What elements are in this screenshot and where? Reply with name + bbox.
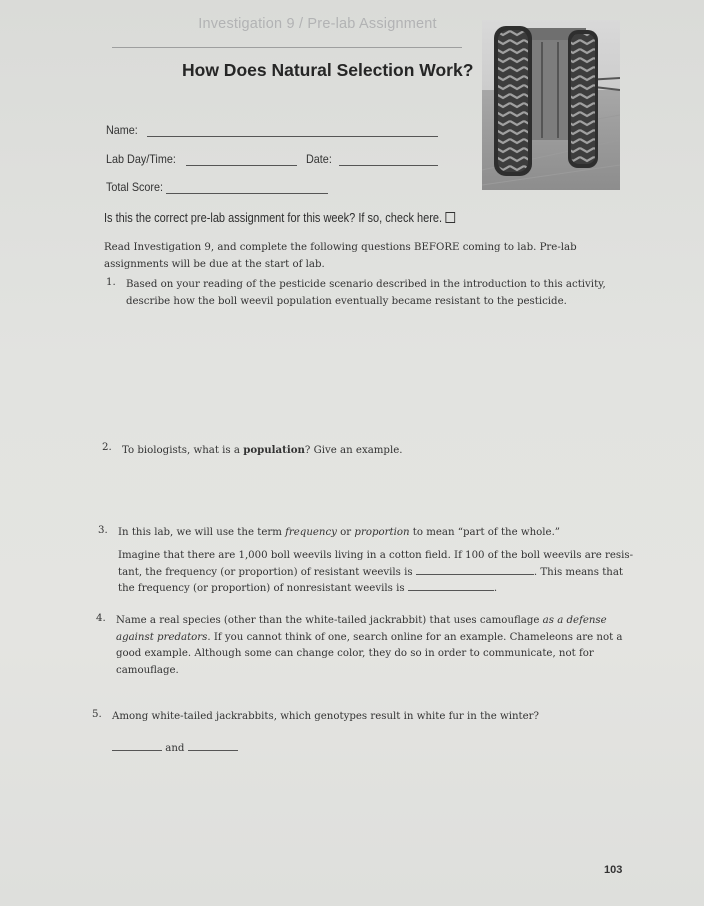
question-1-text: Based on your reading of the pesticide scenario described in the introduction to this activity, describe how the boll weevil population eventually became resistant to the pesticide. (126, 279, 606, 307)
question-4-number: 4. (96, 613, 106, 624)
prelab-check-question (104, 211, 455, 225)
page-number: 103 (604, 864, 623, 876)
investigation-header: Investigation 9 / Pre-lab Assignment (198, 16, 437, 32)
question-4-emphasis: as a defense against predators (116, 615, 607, 643)
genotype-answer-row (112, 741, 238, 758)
question-3-line-1-pre: In this lab, we will use the term (118, 527, 286, 538)
lab-day-time-field[interactable] (186, 165, 297, 166)
lab-day-time-label: Lab Day/Time: (106, 152, 176, 166)
question-4-text-start: Name a real species (other than the white-tailed jackrabbit) that uses camouflage (116, 615, 543, 626)
question-3-number: 3. (98, 525, 108, 536)
question-2-post: ? Give an example. (304, 445, 403, 456)
question-4-text (116, 613, 624, 679)
name-field[interactable] (147, 136, 438, 137)
nonresistant-frequency-blank[interactable] (408, 581, 494, 591)
question-5-text: Among white-tailed jackrabbits, which genotypes result in white fur in the winter? (112, 711, 540, 722)
question-2-text (122, 442, 622, 460)
resistant-frequency-blank[interactable] (416, 565, 534, 575)
genotype-and: and (165, 743, 185, 754)
question-4-text-end: . If you cannot think of one, search online for an example. Chameleons are not a good example. Although some can change color, they do so in order to communicate, not for camouflage. (116, 631, 623, 676)
prelab-check-text: Is this the correct pre-lab assignment for this week? If so, check here. (104, 211, 443, 225)
question-3-term-proportion: proportion (354, 527, 410, 538)
question-5-number: 5. (92, 709, 102, 720)
question-3-line-1-mid: or (336, 527, 355, 538)
prelab-checkbox[interactable] (446, 212, 456, 223)
name-label: Name: (106, 123, 138, 137)
genotype-blank-2[interactable] (188, 741, 238, 751)
question-3-line-1-post: to mean “part of the whole.” (409, 527, 561, 538)
question-3-line-4-pre: the frequency (or proportion) of nonresistant weevils is (118, 583, 405, 594)
header-divider (112, 47, 462, 48)
question-2-number: 2. (102, 442, 112, 453)
page-title: How Does Natural Selection Work? (182, 60, 474, 80)
date-label: Date: (306, 152, 332, 166)
total-score-field[interactable] (166, 193, 328, 194)
question-3-line-3-post: . This means that (533, 567, 624, 578)
intro-paragraph: Read Investigation 9, and complete the following questions BEFORE coming to lab. Pre-lab assignments will be due at the start of lab. (104, 242, 577, 270)
question-3-line-3 (118, 565, 628, 582)
question-3-term-frequency: frequency (285, 527, 337, 538)
question-1-number: 1. (106, 277, 116, 288)
total-score-label: Total Score: (106, 180, 164, 194)
question-3-line-3-pre: tant, the frequency (or proportion) of resistant weevils is (118, 567, 413, 578)
tractor-tires-photo (482, 20, 620, 190)
genotype-blank-1[interactable] (112, 741, 162, 751)
question-3-line-4 (118, 581, 628, 598)
question-3-line-2: Imagine that there are 1,000 boll weevils living in a cotton field. If 100 of the boll weevils are resis- (118, 550, 634, 561)
date-field[interactable] (339, 165, 438, 166)
question-2-pre: To biologists, what is a (122, 445, 244, 456)
question-3-line-4-post: . (493, 583, 498, 594)
question-3-line-1 (118, 525, 628, 542)
question-2-bold-term: population (243, 444, 305, 456)
